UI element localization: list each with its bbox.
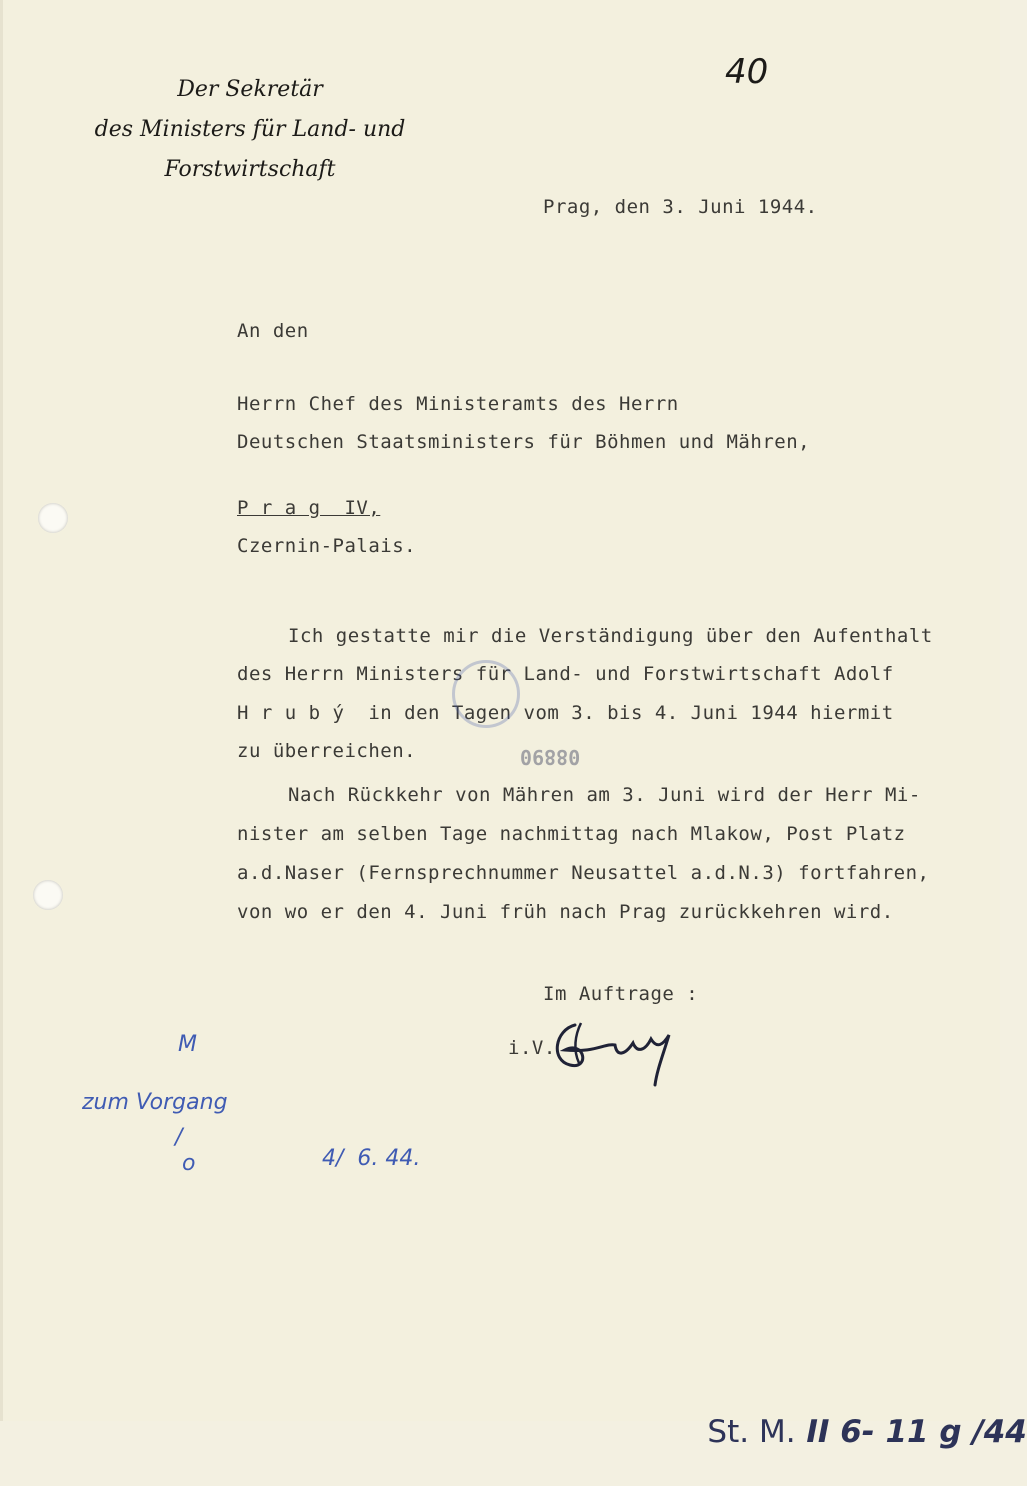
handwritten-date: 4/ 6. 44. xyxy=(322,1146,421,1171)
body-line: des Herrn Ministers für Land- und Forstwirtschaft Adolf xyxy=(237,663,894,685)
body-line: Nach Rückkehr von Mähren am 3. Juni wird der Herr Mi- xyxy=(288,784,921,806)
signature xyxy=(545,1005,695,1095)
recipient-city: P r a g IV, xyxy=(237,497,381,519)
archive-prefix: St. M. xyxy=(707,1414,796,1450)
handwritten-mark: M xyxy=(178,1032,197,1057)
letterhead xyxy=(70,70,430,190)
date-line: Prag, den 3. Juni 1944. xyxy=(543,196,818,218)
body-line: zu überreichen. xyxy=(237,740,417,762)
handwritten-slash-note: / o xyxy=(175,1125,196,1176)
handwritten-note: zum Vorgang xyxy=(82,1090,228,1115)
body-line: von wo er den 4. Juni früh nach Prag zurückkehren wird. xyxy=(237,901,894,923)
archive-reference xyxy=(668,1378,1027,1486)
letterhead-line: Forstwirtschaft xyxy=(164,157,336,182)
stamp-number: 08890 xyxy=(520,745,581,769)
punch-hole xyxy=(38,503,68,533)
recipient-salutation: An den xyxy=(237,320,309,342)
recipient-line: Herrn Chef des Ministeramts des Herrn xyxy=(237,393,679,415)
folio-number: 40 xyxy=(725,52,769,92)
body-line: H r u b ý in den Tagen vom 3. bis 4. Juni 1944 hiermit xyxy=(237,702,894,724)
closing-iv: i.V. xyxy=(508,1037,556,1059)
archive-number: II 6- 11 g /44 xyxy=(795,1414,1027,1450)
letterhead-line: des Ministers für Land- und xyxy=(94,117,406,142)
faded-stamp xyxy=(452,660,520,728)
body-line: nister am selben Tage nachmittag nach Mlakow, Post Platz xyxy=(237,823,906,845)
recipient-street: Czernin-Palais. xyxy=(237,535,417,557)
punch-hole xyxy=(33,880,63,910)
closing-line: Im Auftrage : xyxy=(543,983,699,1005)
letterhead-line: Der Sekretär xyxy=(177,77,323,102)
body-line: a.d.Naser (Fernsprechnummer Neusattel a.d.N.3) fortfahren, xyxy=(237,862,930,884)
recipient-line: Deutschen Staatsministers für Böhmen und Mähren, xyxy=(237,431,811,453)
body-line: Ich gestatte mir die Verständigung über den Aufenthalt xyxy=(288,625,933,647)
